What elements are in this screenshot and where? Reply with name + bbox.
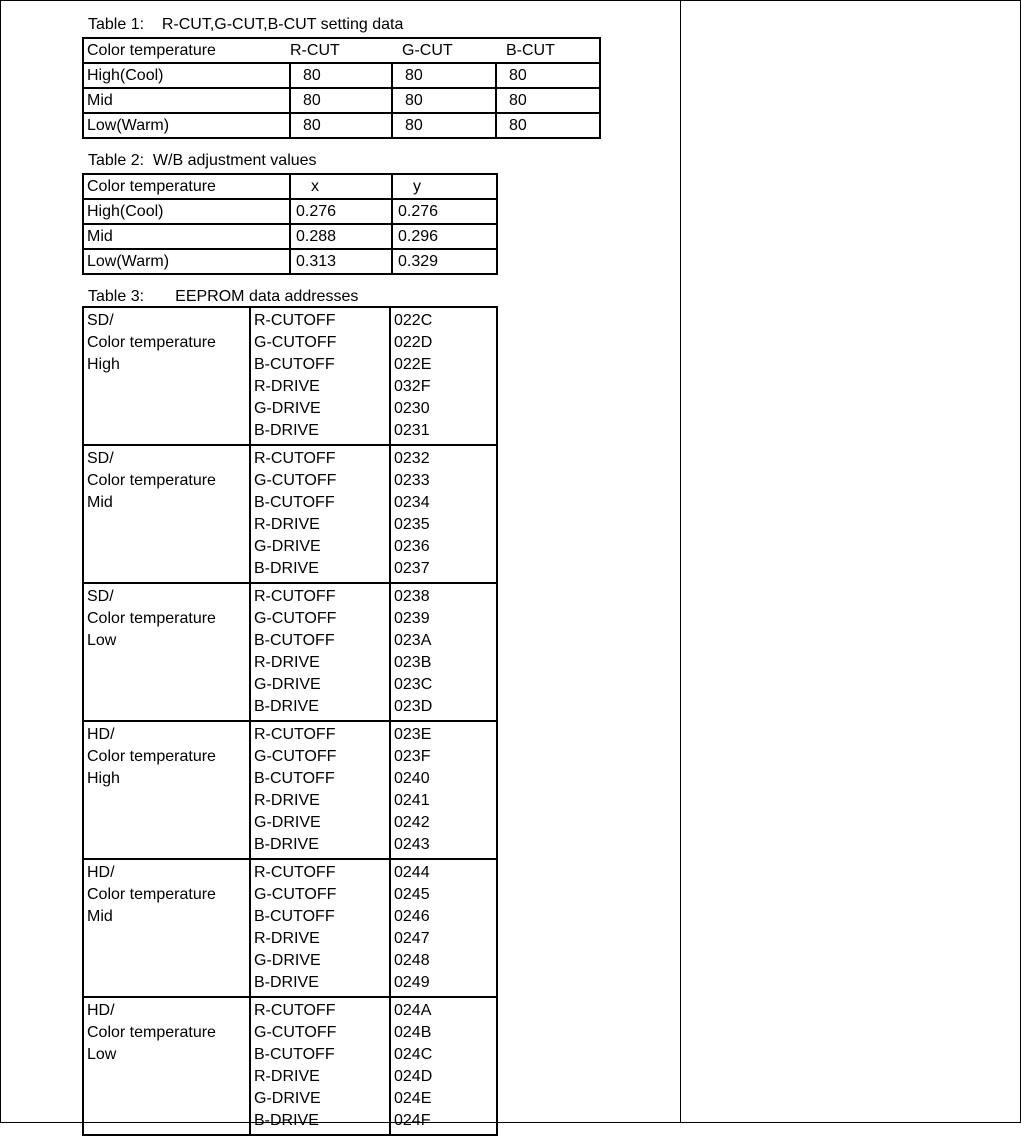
- group-label-line: HD/: [87, 864, 115, 881]
- table2-caption: Table 2: W/B adjustment values: [88, 152, 317, 169]
- table-cell: 80: [392, 88, 496, 113]
- address-value: 0231: [394, 422, 430, 439]
- address-cell: [390, 445, 497, 583]
- table1-header-row: [83, 38, 600, 63]
- table1-caption: Table 1: R-CUT,G-CUT,B-CUT setting data: [88, 16, 404, 33]
- address-cell: [390, 997, 497, 1135]
- table-cell: Mid: [83, 88, 290, 113]
- address-cell: [390, 583, 497, 721]
- table2-header-cell: Color temperature: [83, 174, 290, 199]
- register-name: R-CUTOFF: [254, 450, 336, 467]
- register-name: R-CUTOFF: [254, 588, 336, 605]
- table-row: [83, 583, 497, 721]
- address-value: 023A: [394, 632, 432, 649]
- group-label-line: Mid: [87, 908, 113, 925]
- table-cell: Low(Warm): [83, 249, 290, 274]
- register-name: G-CUTOFF: [254, 472, 337, 489]
- address-cell: [390, 721, 497, 859]
- group-label-cell: [83, 997, 250, 1135]
- table2: [82, 173, 498, 275]
- address-value: 023D: [394, 698, 433, 715]
- address-value: 024E: [394, 1090, 432, 1107]
- group-label-line: Color temperature: [87, 748, 216, 765]
- group-label-line: Low: [87, 1046, 117, 1063]
- register-name: R-CUTOFF: [254, 1002, 336, 1019]
- address-value: 0242: [394, 814, 430, 831]
- table1-header-cell: Color temperature: [83, 38, 290, 63]
- group-label-line: High: [87, 770, 120, 787]
- register-name: G-DRIVE: [254, 952, 321, 969]
- register-name: R-CUTOFF: [254, 726, 336, 743]
- address-value: 0240: [394, 770, 430, 787]
- address-value: 0234: [394, 494, 430, 511]
- register-name-cell: [250, 859, 390, 997]
- group-label-line: Color temperature: [87, 472, 216, 489]
- group-label-cell: [83, 721, 250, 859]
- register-name: R-DRIVE: [254, 930, 320, 947]
- register-name: G-CUTOFF: [254, 886, 337, 903]
- register-name: G-CUTOFF: [254, 748, 337, 765]
- register-name: B-DRIVE: [254, 422, 319, 439]
- register-name: B-CUTOFF: [254, 494, 335, 511]
- table2-header-row: [83, 174, 497, 199]
- register-name: R-DRIVE: [254, 792, 320, 809]
- table-row: [83, 199, 497, 224]
- register-name: B-CUTOFF: [254, 356, 335, 373]
- register-name: B-CUTOFF: [254, 770, 335, 787]
- group-label-line: Color temperature: [87, 1024, 216, 1041]
- table-row: [83, 307, 497, 445]
- group-label-line: Mid: [87, 494, 113, 511]
- register-name: B-DRIVE: [254, 560, 319, 577]
- table-cell: 0.313: [290, 249, 392, 274]
- table-cell: Low(Warm): [83, 113, 290, 138]
- table-cell: 0.276: [392, 199, 497, 224]
- group-label-line: HD/: [87, 726, 115, 743]
- register-name: G-DRIVE: [254, 676, 321, 693]
- address-value: 0248: [394, 952, 430, 969]
- address-value: 0246: [394, 908, 430, 925]
- table-row: [83, 224, 497, 249]
- table-cell: 0.276: [290, 199, 392, 224]
- table-cell: 80: [496, 63, 600, 88]
- table-cell: High(Cool): [83, 63, 290, 88]
- address-value: 023B: [394, 654, 432, 671]
- address-value: 0241: [394, 792, 430, 809]
- register-name: R-DRIVE: [254, 378, 320, 395]
- table-row: [83, 249, 497, 274]
- group-label-line: SD/: [87, 450, 114, 467]
- address-value: 0245: [394, 886, 430, 903]
- group-label-line: SD/: [87, 312, 114, 329]
- register-name-cell: [250, 307, 390, 445]
- table-cell: 0.296: [392, 224, 497, 249]
- register-name: B-DRIVE: [254, 974, 319, 991]
- register-name: R-DRIVE: [254, 654, 320, 671]
- register-name-cell: [250, 721, 390, 859]
- table-row: [83, 113, 600, 138]
- register-name: R-DRIVE: [254, 516, 320, 533]
- table3: [82, 306, 498, 1136]
- group-label-line: SD/: [87, 588, 114, 605]
- group-label-cell: [83, 307, 250, 445]
- table2-header-cell: y: [392, 174, 497, 199]
- group-label-line: Low: [87, 632, 117, 649]
- column-divider: [680, 0, 681, 1123]
- address-cell: [390, 859, 497, 997]
- table-row: [83, 997, 497, 1135]
- address-value: 0239: [394, 610, 430, 627]
- table2-header-cell: x: [290, 174, 392, 199]
- address-value: 0237: [394, 560, 430, 577]
- address-value: 022E: [394, 356, 432, 373]
- table-row: [83, 859, 497, 997]
- address-value: 0247: [394, 930, 430, 947]
- address-value: 024A: [394, 1002, 432, 1019]
- register-name: B-CUTOFF: [254, 632, 335, 649]
- register-name-cell: [250, 997, 390, 1135]
- address-value: 032F: [394, 378, 431, 395]
- table-cell: Mid: [83, 224, 290, 249]
- register-name-cell: [250, 583, 390, 721]
- table-cell: 80: [496, 88, 600, 113]
- group-label-cell: [83, 583, 250, 721]
- table-cell: High(Cool): [83, 199, 290, 224]
- address-value: 0244: [394, 864, 430, 881]
- table-row: [83, 721, 497, 859]
- address-value: 0236: [394, 538, 430, 555]
- address-value: 0232: [394, 450, 430, 467]
- register-name-cell: [250, 445, 390, 583]
- table-cell: 80: [392, 113, 496, 138]
- register-name: B-DRIVE: [254, 836, 319, 853]
- table3-caption: Table 3: EEPROM data addresses: [88, 288, 359, 305]
- group-label-line: High: [87, 356, 120, 373]
- register-name: B-DRIVE: [254, 698, 319, 715]
- table1: [82, 37, 601, 139]
- register-name: G-DRIVE: [254, 814, 321, 831]
- table-row: [83, 445, 497, 583]
- register-name: R-CUTOFF: [254, 312, 336, 329]
- register-name: G-DRIVE: [254, 538, 321, 555]
- group-label-line: HD/: [87, 1002, 115, 1019]
- register-name: G-CUTOFF: [254, 334, 337, 351]
- address-cell: [390, 307, 497, 445]
- table-row: [83, 63, 600, 88]
- address-value: 023C: [394, 676, 433, 693]
- table-cell: 80: [392, 63, 496, 88]
- table-row: [83, 88, 600, 113]
- table-cell: 0.288: [290, 224, 392, 249]
- address-value: 024B: [394, 1024, 432, 1041]
- address-value: 024D: [394, 1068, 433, 1085]
- register-name: G-DRIVE: [254, 1090, 321, 1107]
- register-name: G-CUTOFF: [254, 610, 337, 627]
- register-name: B-CUTOFF: [254, 908, 335, 925]
- table1-header-cell: R-CUT: [290, 38, 392, 63]
- table-cell: 0.329: [392, 249, 497, 274]
- register-name: R-CUTOFF: [254, 864, 336, 881]
- register-name: B-DRIVE: [254, 1112, 319, 1129]
- table-cell: 80: [290, 113, 392, 138]
- group-label-line: Color temperature: [87, 886, 216, 903]
- address-value: 024F: [394, 1112, 431, 1129]
- address-value: 024C: [394, 1046, 433, 1063]
- address-value: 0238: [394, 588, 430, 605]
- address-value: 023F: [394, 748, 431, 765]
- group-label-line: Color temperature: [87, 610, 216, 627]
- address-value: 022C: [394, 312, 433, 329]
- table1-header-cell: B-CUT: [496, 38, 600, 63]
- table1-header-cell: G-CUT: [392, 38, 496, 63]
- address-value: 0235: [394, 516, 430, 533]
- register-name: B-CUTOFF: [254, 1046, 335, 1063]
- address-value: 0230: [394, 400, 430, 417]
- address-value: 0233: [394, 472, 430, 489]
- register-name: G-CUTOFF: [254, 1024, 337, 1041]
- group-label-line: Color temperature: [87, 334, 216, 351]
- table-cell: 80: [290, 63, 392, 88]
- address-value: 023E: [394, 726, 432, 743]
- address-value: 0249: [394, 974, 430, 991]
- group-label-cell: [83, 445, 250, 583]
- address-value: 0243: [394, 836, 430, 853]
- register-name: G-DRIVE: [254, 400, 321, 417]
- register-name: R-DRIVE: [254, 1068, 320, 1085]
- address-value: 022D: [394, 334, 433, 351]
- table-cell: 80: [290, 88, 392, 113]
- group-label-cell: [83, 859, 250, 997]
- table-cell: 80: [496, 113, 600, 138]
